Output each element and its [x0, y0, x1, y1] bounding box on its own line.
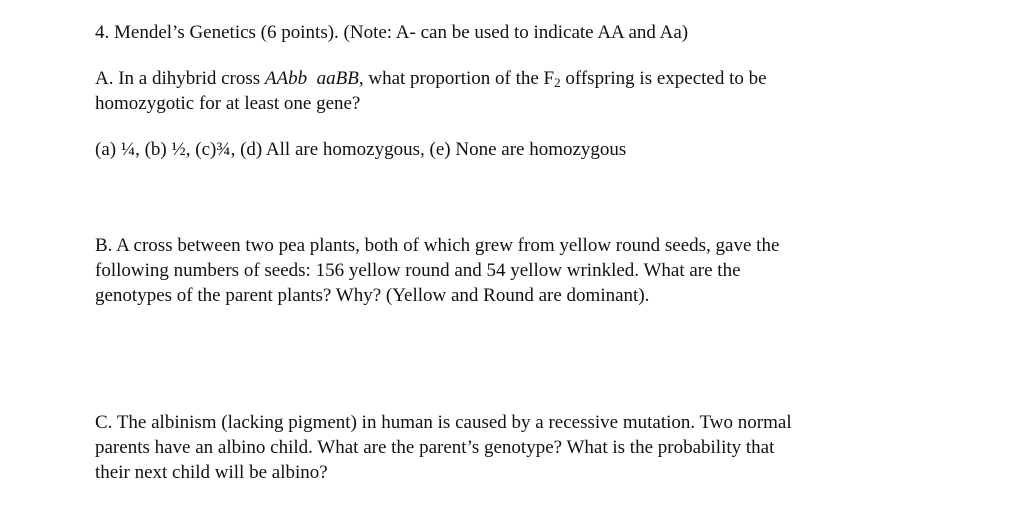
- question-b-line-2: following numbers of seeds: 156 yellow round and 54 yellow wrinkled. What are the: [95, 260, 741, 281]
- question-a-mid: , what proportion of the F: [358, 68, 555, 89]
- f2-subscript: 2: [554, 75, 561, 90]
- cross-parent-2: aaBB: [316, 68, 359, 89]
- question-c-line-3: their next child will be albino?: [95, 462, 328, 483]
- section-title: 4. Mendel’s Genetics (6 points). (Note: A- can be used to indicate AA and Aa): [95, 22, 689, 43]
- question-a-prefix: A. In a dihybrid cross: [95, 68, 265, 89]
- question-a-line-1: [95, 66, 767, 91]
- question-a: [95, 66, 767, 116]
- question-a-suffix: offspring is expected to be: [560, 68, 767, 89]
- question-c-line-1: C. The albinism (lacking pigment) in human is caused by a recessive mutation. Two normal: [95, 412, 792, 433]
- question-b-line-3: genotypes of the parent plants? Why? (Yellow and Round are dominant).: [95, 285, 650, 306]
- question-b-line-1: B. A cross between two pea plants, both of which grew from yellow round seeds, gave the: [95, 235, 780, 256]
- question-a-line-2: homozygotic for at least one gene?: [95, 93, 361, 114]
- question-a-options: (a) ¼, (b) ½, (c)¾, (d) All are homozygous, (e) None are homozygous: [95, 139, 627, 160]
- question-b: [95, 233, 779, 308]
- cross-parent-1: AAbb: [264, 68, 308, 89]
- question-c: [95, 410, 792, 485]
- question-c-line-2: parents have an albino child. What are the parent’s genotype? What is the probability that: [95, 437, 775, 458]
